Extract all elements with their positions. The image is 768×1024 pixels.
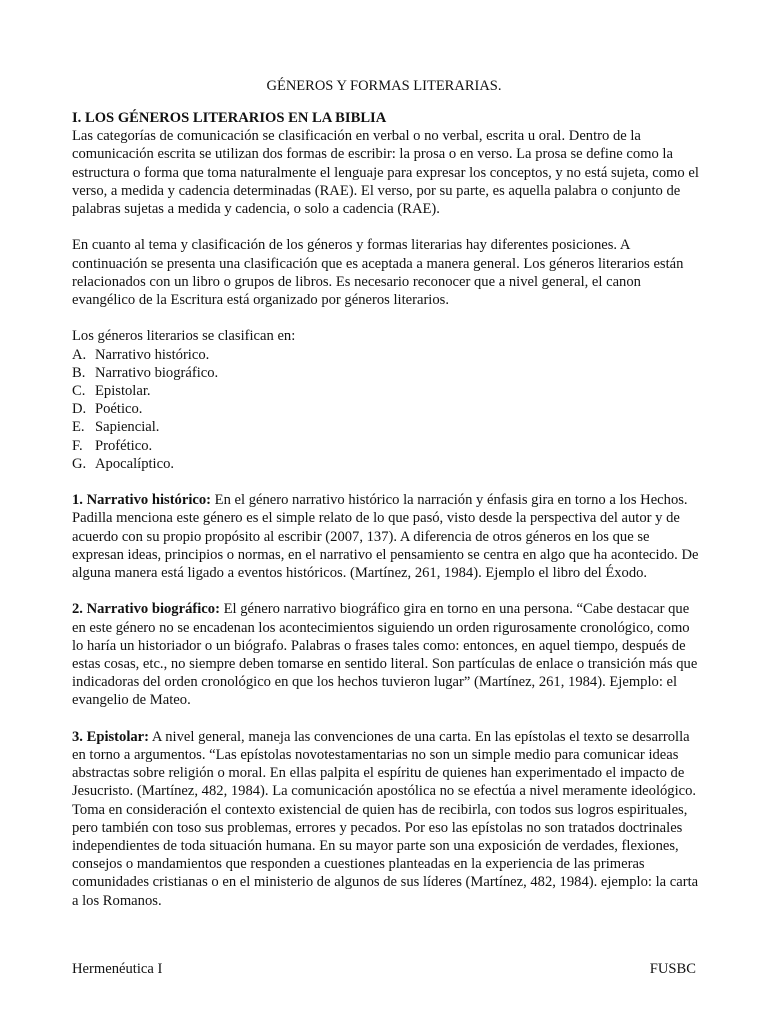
section-narrativo-historico (72, 491, 704, 582)
list-item (72, 418, 704, 436)
list-text: Epistolar. (95, 383, 151, 400)
section-narrativo-biografico (72, 600, 704, 709)
page-footer (72, 961, 696, 978)
section-text: A nivel general, maneja las convenciones de una carta. En las epístolas el texto se desarrolla en torno a argumentos. “Las epístolas novotestamentarias no son un simple medio para comunicar ideas abstractas sobre religión o moral. En ellas palpita el espíritu de quienes han experimentado el impacto de Jesucristo. (Martínez, 482, 1984). La comunicación apostólica no se efectúa a nivel meramente ideológico. Toma en consideración el contexto existencial de quien has de recibirla, con todos sus logros espirituales, pero también con toso sus problemas, errores y pecados. Por eso las epístolas no son tratados doctrinales independientes de toda situación humana. En su mayor parte son una exposición de verdades, flexiones, consejos o mandamientos que responden a cuestiones planteadas en la experiencia de las primeras comunidades cristianas o en el ministerio de algunos de sus líderes (Martínez, 482, 1984). ejemplo: la carta a los Romanos. (72, 728, 699, 909)
list-text: Apocalíptico. (95, 455, 175, 472)
list-text: Poético. (95, 401, 143, 418)
list-letter: F. (72, 437, 83, 454)
intro-paragraph: Las categorías de comunicación se clasificación en verbal o no verbal, escrita u oral. Dentro de la comunicación escrita se utilizan dos formas de escribir: la prosa o en verso. La prosa se define como la estructura o forma que toma naturalmente el lenguaje para expresar los conceptos, y no está sujeta, como el verso, a medida y cadencia determinadas (RAE). El verso, por su parte, es aquella palabra o conjunto de palabras sujetas a medida y cadencia, o solo a cadencia (RAE). (72, 128, 699, 218)
section-text: El género narrativo biográfico gira en torno en una persona. “Cabe destacar que en este género no se encadenan los acontecimientos siguiendo un orden rigurosamente cronológico, como lo haría un historiador o un biógrafo. Palabras o frases tales como: entonces, en aquel tiempo, después de estas cosas, etc., no siempre deben tomarse en sentido literal. Son partículas de enlace o transición más que indicadoras del orden cronológico en que los hechos tuvieron lugar” (Martínez, 261, 1984). Ejemplo: el evangelio de Mateo. (72, 601, 698, 709)
footer-institution: FUSBC (649, 961, 696, 977)
list-letter: A. (72, 346, 87, 363)
document-title: GÉNEROS Y FORMAS LITERARIAS. (266, 78, 502, 94)
list-intro: Los géneros literarios se clasifican en: (72, 328, 296, 345)
list-text: Narrativo histórico. (95, 346, 210, 363)
section-heading: I. LOS GÉNEROS LITERARIOS EN LA BIBLIA (72, 110, 387, 126)
section-title: 2. Narrativo biográfico: (72, 601, 220, 618)
list-text: Narrativo biográfico. (95, 364, 219, 381)
section-text: En el género narrativo histórico la narración y énfasis gira en torno a los Hechos. Padilla menciona este género es el simple relato de lo que pasó, visto desde la perspectiva del autor y de acuerdo con su propio propósito al escribir (2007, 137). A diferencia de otros géneros en los que se expresan ideas, principios o normas, en el narrativo el pensamiento se centra en algo que ha acontecido. De alguna manera está ligado a eventos históricos. (Martínez, 261, 1984). Ejemplo el libro del Éxodo. (72, 492, 699, 582)
list-item (72, 364, 704, 382)
list-item (72, 382, 704, 400)
list-letter: C. (72, 383, 86, 400)
list-text: Sapiencial. (95, 419, 160, 436)
list-item (72, 346, 704, 364)
list-item (72, 455, 704, 473)
genre-list (72, 346, 704, 473)
second-paragraph: En cuanto al tema y clasificación de los géneros y formas literarias hay diferentes posiciones. A continuación se presenta una clasificación que es aceptada a manera general. Los géneros literarios están relacionados con un libro o grupos de libros. Es necesario reconocer que a nivel general, el canon evangélico de la Escritura está organizado por géneros literarios. (72, 237, 684, 309)
list-letter: G. (72, 455, 87, 472)
section-title: 3. Epistolar: (72, 728, 150, 745)
list-item (72, 400, 704, 418)
list-text: Profético. (95, 437, 153, 454)
document-body (72, 109, 704, 928)
list-letter: E. (72, 419, 85, 436)
section-title: 1. Narrativo histórico: (72, 492, 212, 509)
section-epistolar (72, 728, 704, 910)
list-item (72, 437, 704, 455)
list-letter: D. (72, 401, 87, 418)
footer-course: Hermenéutica I (72, 961, 163, 977)
list-letter: B. (72, 364, 86, 381)
